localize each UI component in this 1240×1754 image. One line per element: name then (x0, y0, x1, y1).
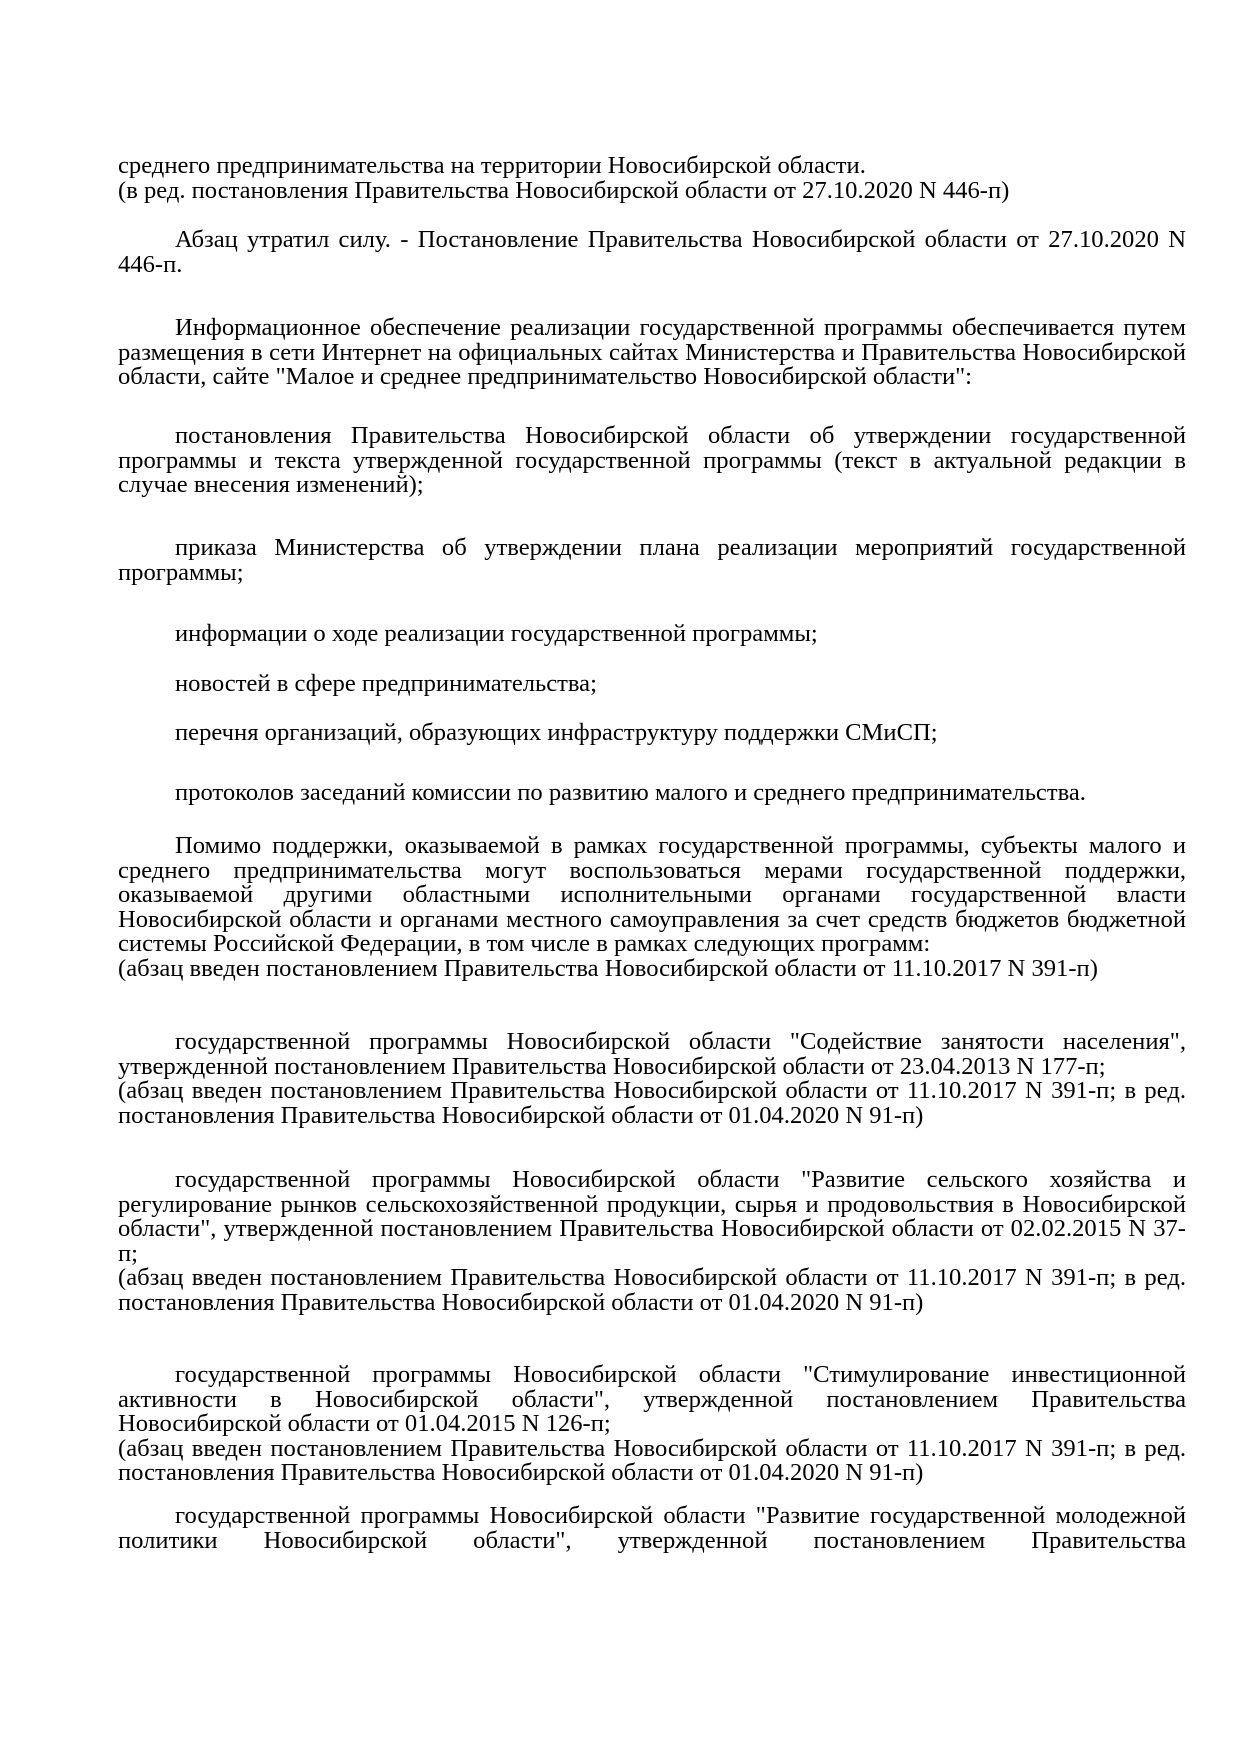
program-item (118, 1030, 1186, 1128)
paragraph-text: государственной программы Новосибирской области "Развитие государственной молодежной политики Новосибирской области", утвержденной постановлением Правительства (118, 1502, 1186, 1554)
paragraph-text: новостей в сфере предпринимательства; (175, 670, 597, 697)
paragraph-text: Информационное обеспечение реализации государственной программы обеспечивается путем размещения в сети Интернет на официальных сайтах Министерства и Правительства Новосибирской области, сайте "Малое и среднее предпринимательство Новосибирской области": (118, 314, 1186, 391)
list-item (118, 672, 1186, 697)
list-item (118, 536, 1186, 585)
paragraph-text: государственной программы Новосибирской области "Развитие сельского хозяйства и регулирование рынков сельскохозяйственной продукции, сырья и продовольствия в Новосибирской области", утвержденной постановлением Правительства Новосибирской области от 02.02.2015 N 37-п; (118, 1166, 1186, 1267)
paragraph-text: государственной программы Новосибирской области "Содействие занятости населения", утвержденной постановлением Правительства Новосибирской области от 23.04.2013 N 177-п; (118, 1028, 1186, 1080)
amendment-note: (абзац введен постановлением Правительства Новосибирской области от 11.10.2017 N 391-п; в ред. постановления Правительства Новосибирской области от 01.04.2020 N 91-п) (118, 1434, 1186, 1487)
amendment-note: (абзац введен постановлением Правительства Новосибирской области от 11.10.2017 N 391-п; в ред. постановления Правительства Новосибирской области от 01.04.2020 N 91-п) (118, 1077, 1186, 1129)
program-item (118, 1363, 1186, 1486)
paragraph-text: Помимо поддержки, оказываемой в рамках государственной программы, субъекты малого и среднего предпринимательства могут воспользоваться мерами государственной поддержки, оказываемой другими областными исполнительными органами государственной власти Новосибирской области и органами местного самоуправления за счет средств бюджетов бюджетной системы Российской Федерации, в том числе в рамках следующих программ: (118, 832, 1186, 958)
program-item (118, 1504, 1186, 1553)
list-item (118, 781, 1186, 806)
paragraph-info-support (118, 316, 1186, 390)
paragraph-text: Абзац утратил силу. - Постановление Правительства Новосибирской области от 27.10.2020 N 446-п. (118, 226, 1186, 278)
amendment-note: (в ред. постановления Правительства Новосибирской области от 27.10.2020 N 446-п) (118, 176, 1010, 204)
paragraph-text: протоколов заседаний комиссии по развитию малого и среднего предпринимательства. (175, 779, 1086, 806)
paragraph-text: информации о ходе реализации государственной программы; (175, 620, 818, 647)
amendment-note: (абзац введен постановлением Правительства Новосибирской области от 11.10.2017 N 391-п; в ред. постановления Правительства Новосибирской области от 01.04.2020 N 91-п) (118, 1264, 1186, 1316)
paragraph-text: государственной программы Новосибирской области "Стимулирование инвестиционной активности в Новосибирской области", утвержденной постановлением Правительства Новосибирской области от 01.04.2015 N 126-п; (118, 1361, 1186, 1438)
paragraph-text: среднего предпринимательства на территории Новосибирской области. (118, 152, 866, 179)
list-item (118, 721, 1186, 746)
list-item (118, 622, 1186, 647)
amendment-note: (абзац введен постановлением Правительства Новосибирской области от 11.10.2017 N 391-п) (118, 954, 1098, 982)
list-item (118, 424, 1186, 498)
program-item (118, 1168, 1186, 1316)
paragraph-text: перечня организаций, образующих инфраструктуру поддержки СМиСП; (175, 719, 938, 746)
paragraph-text: постановления Правительства Новосибирской области об утверждении государственной программы и текста утвержденной государственной программы (текст в актуальной редакции в случае внесения изменений); (118, 422, 1186, 499)
paragraph-other-support (118, 834, 1186, 982)
paragraph-text: приказа Министерства об утверждении плана реализации мероприятий государственной программы; (118, 534, 1186, 586)
paragraph-continuation (118, 154, 1186, 203)
paragraph-repealed (118, 228, 1186, 277)
